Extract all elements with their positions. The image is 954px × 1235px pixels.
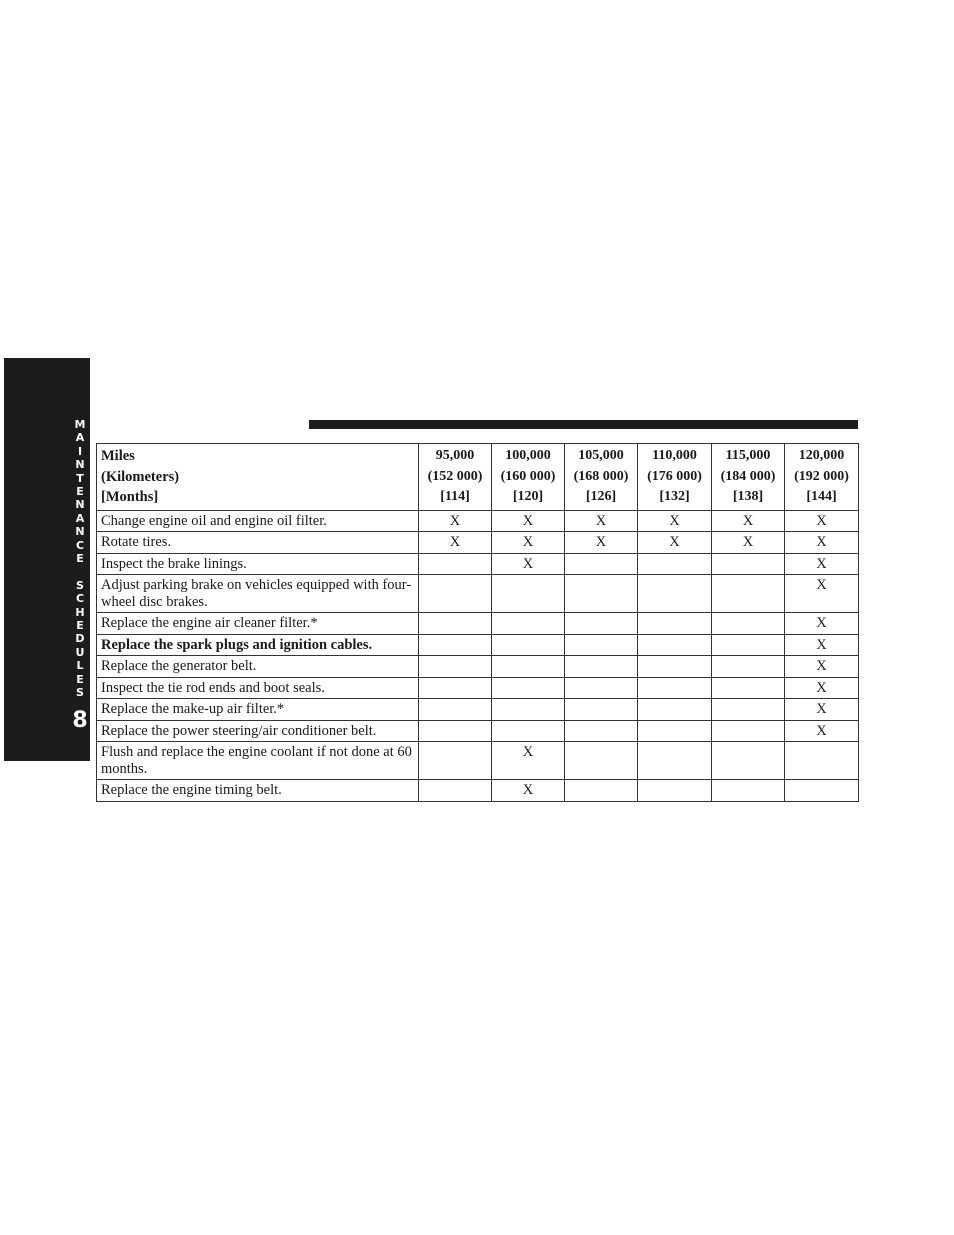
service-mark-cell [712, 634, 785, 656]
chapter-title-vertical [72, 418, 88, 700]
service-mark-cell [638, 699, 712, 721]
service-mark-cell [492, 720, 565, 742]
side-letter: E [76, 619, 84, 633]
interval-miles: 120,000 [798, 448, 845, 463]
service-mark-cell [712, 575, 785, 613]
service-mark-cell: X [712, 532, 785, 554]
service-mark-cell [785, 780, 859, 802]
task-description: Replace the generator belt. [97, 656, 419, 678]
side-letter: M [74, 418, 86, 431]
service-mark-cell: X [638, 532, 712, 554]
interval-km: (160 000) [500, 468, 556, 484]
service-mark-cell [565, 677, 638, 699]
interval-miles: 105,000 [578, 448, 624, 463]
side-letter: H [75, 605, 85, 619]
side-letter: S [76, 578, 84, 592]
service-mark-cell: X [492, 742, 565, 780]
service-mark-cell [419, 553, 492, 575]
service-mark-cell: X [638, 510, 712, 532]
service-mark-cell [712, 742, 785, 780]
side-letter: D [75, 632, 85, 646]
section-header-rule [309, 420, 858, 429]
service-mark-cell [712, 780, 785, 802]
interval-months: [114] [440, 489, 470, 504]
interval-miles: 110,000 [652, 448, 697, 463]
service-mark-cell [492, 699, 565, 721]
service-mark-cell [712, 677, 785, 699]
service-mark-cell [565, 553, 638, 575]
service-mark-cell [492, 634, 565, 656]
service-mark-cell [638, 553, 712, 575]
interval-months: [138] [732, 489, 764, 504]
interval-km: (184 000) [720, 468, 776, 484]
task-description: Replace the engine timing belt. [97, 780, 419, 802]
months-label: [Months] [101, 489, 159, 505]
service-mark-cell: X [785, 656, 859, 678]
table-row [97, 532, 859, 554]
interval-miles: 100,000 [505, 448, 551, 463]
interval-km: (168 000) [573, 468, 629, 484]
service-mark-cell [712, 720, 785, 742]
service-mark-cell [565, 634, 638, 656]
service-mark-cell [492, 613, 565, 635]
service-mark-cell [638, 613, 712, 635]
interval-miles: 115,000 [725, 448, 771, 463]
service-mark-cell [638, 575, 712, 613]
service-mark-cell [638, 742, 712, 780]
table-row [97, 720, 859, 742]
service-mark-cell: X [419, 510, 492, 532]
service-mark-cell [638, 677, 712, 699]
side-letter: N [75, 525, 85, 539]
interval-months: [126] [585, 489, 617, 504]
task-description: Flush and replace the engine coolant if not done at 60 months. [97, 742, 419, 780]
service-mark-cell: X [419, 532, 492, 554]
service-mark-cell: X [785, 699, 859, 721]
service-mark-cell: X [785, 532, 859, 554]
interval-column-header [419, 444, 492, 511]
task-description: Inspect the tie rod ends and boot seals. [97, 677, 419, 699]
service-mark-cell [638, 656, 712, 678]
service-mark-cell [638, 634, 712, 656]
service-mark-cell [565, 699, 638, 721]
service-mark-cell [712, 553, 785, 575]
service-mark-cell: X [565, 532, 638, 554]
interval-column-header [712, 444, 785, 511]
service-mark-cell: X [785, 510, 859, 532]
side-letter: I [77, 444, 83, 458]
service-mark-cell: X [785, 677, 859, 699]
service-mark-cell [492, 656, 565, 678]
service-mark-cell [785, 742, 859, 780]
table-row [97, 575, 859, 613]
service-mark-cell [419, 699, 492, 721]
interval-column-header [492, 444, 565, 511]
service-mark-cell [638, 720, 712, 742]
service-mark-cell: X [492, 553, 565, 575]
table-row [97, 510, 859, 532]
table-row [97, 677, 859, 699]
side-letter: A [75, 431, 85, 445]
side-letter: E [76, 672, 84, 686]
service-mark-cell [419, 677, 492, 699]
interval-km: (176 000) [647, 468, 702, 484]
service-mark-cell: X [492, 780, 565, 802]
miles-label: Miles [101, 448, 135, 464]
table-row [97, 780, 859, 802]
service-mark-cell [565, 575, 638, 613]
service-mark-cell [492, 677, 565, 699]
interval-column-header [638, 444, 712, 511]
task-description: Replace the engine air cleaner filter.* [97, 613, 419, 635]
service-mark-cell [419, 575, 492, 613]
table-row [97, 553, 859, 575]
service-mark-cell [638, 780, 712, 802]
interval-miles: 95,000 [435, 448, 475, 463]
task-description: Replace the spark plugs and ignition cables. [97, 634, 419, 656]
task-description: Replace the power steering/air conditioner belt. [97, 720, 419, 742]
side-letter: C [75, 538, 85, 552]
task-description: Replace the make-up air filter.* [97, 699, 419, 721]
service-mark-cell [712, 613, 785, 635]
interval-column-header [785, 444, 859, 511]
table-row [97, 613, 859, 635]
table-header-row [97, 444, 859, 511]
task-description: Change engine oil and engine oil filter. [97, 510, 419, 532]
service-mark-cell [419, 742, 492, 780]
maintenance-schedule-table [96, 443, 859, 802]
task-description: Adjust parking brake on vehicles equipped with four-wheel disc brakes. [97, 575, 419, 613]
table-row [97, 699, 859, 721]
interval-months: [132] [659, 489, 690, 504]
interval-column-header [565, 444, 638, 511]
kilometers-label: (Kilometers) [101, 468, 180, 485]
side-letter: E [76, 485, 84, 499]
side-letter: L [76, 659, 84, 673]
side-letter: S [76, 686, 84, 700]
service-mark-cell: X [492, 510, 565, 532]
table-row [97, 742, 859, 780]
service-mark-cell: X [785, 575, 859, 613]
service-mark-cell [419, 780, 492, 802]
table-row [97, 634, 859, 656]
service-mark-cell [419, 720, 492, 742]
chapter-number: 8 [72, 708, 88, 733]
task-description: Inspect the brake linings. [97, 553, 419, 575]
service-mark-cell: X [785, 553, 859, 575]
service-mark-cell: X [785, 634, 859, 656]
service-mark-cell: X [492, 532, 565, 554]
service-mark-cell: X [712, 510, 785, 532]
service-mark-cell [419, 613, 492, 635]
interval-months: [144] [806, 489, 837, 504]
side-letter: U [75, 645, 85, 659]
service-mark-cell [712, 699, 785, 721]
interval-km: (152 000) [427, 468, 483, 484]
interval-months: [120] [512, 489, 544, 504]
service-mark-cell [565, 720, 638, 742]
service-mark-cell [419, 634, 492, 656]
side-letter: A [75, 511, 85, 525]
task-description: Rotate tires. [97, 532, 419, 554]
service-mark-cell: X [785, 613, 859, 635]
service-mark-cell: X [785, 720, 859, 742]
service-mark-cell [565, 613, 638, 635]
side-letter: T [76, 471, 84, 485]
service-mark-cell [565, 656, 638, 678]
service-mark-cell [492, 575, 565, 613]
service-mark-cell [712, 656, 785, 678]
service-mark-cell [565, 742, 638, 780]
service-mark-cell [419, 656, 492, 678]
table-row [97, 656, 859, 678]
side-letter: N [75, 458, 85, 472]
interval-km: (192 000) [794, 468, 849, 484]
side-letter: N [75, 498, 85, 512]
service-mark-cell [565, 780, 638, 802]
side-letter: E [76, 552, 84, 566]
service-mark-cell: X [565, 510, 638, 532]
side-letter: C [75, 592, 85, 606]
header-row-labels [97, 444, 419, 511]
